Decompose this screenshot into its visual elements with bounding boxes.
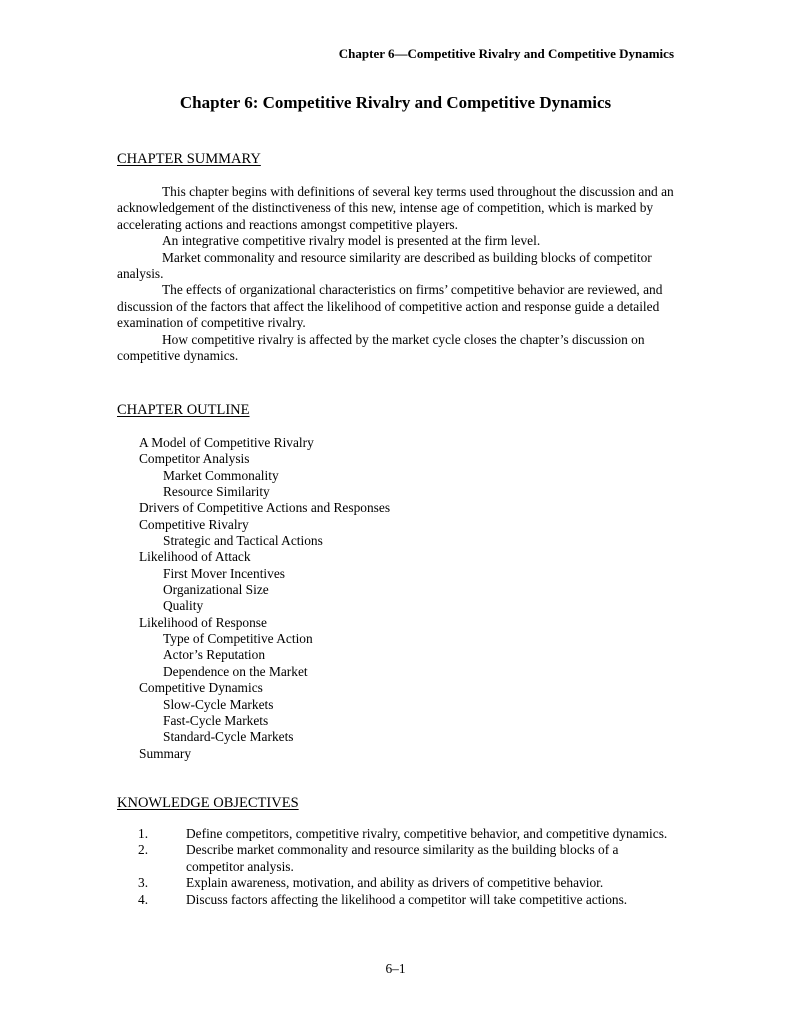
outline-item: Summary xyxy=(139,745,192,761)
knowledge-objectives-heading: KNOWLEDGE OBJECTIVES xyxy=(117,795,299,811)
outline-subitem: Strategic and Tactical Actions xyxy=(163,533,323,549)
outline-item: Competitive Dynamics xyxy=(139,680,263,696)
outline-subitem: Organizational Size xyxy=(163,582,269,598)
summary-paragraph: An integrative competitive rivalry model is presented at the firm level. xyxy=(162,233,541,249)
summary-paragraph: How competitive rivalry is affected by the market cycle closes the chapter’s discussion on competitive dynamics. xyxy=(117,331,645,364)
outline-item: Drivers of Competitive Actions and Responses xyxy=(139,500,391,516)
objective-item xyxy=(117,842,677,875)
outline-subitem: Market Commonality xyxy=(163,467,279,483)
outline-subitem: Type of Competitive Action xyxy=(163,631,313,647)
summary-paragraph: The effects of organizational characteristics on firms’ competitive behavior are reviewed, and discussion of the factors that affect the likelihood of competitive action and response guide a detailed examination of competitive rivalry. xyxy=(117,282,663,331)
summary-paragraph: This chapter begins with definitions of several key terms used throughout the discussion and an acknowledgement of the distinctiveness of this new, intense age of competition, which is marked by accelerating actions and reactions amongst competitive players. xyxy=(117,184,674,232)
chapter-summary-heading: CHAPTER SUMMARY xyxy=(117,151,261,167)
chapter-outline-list xyxy=(139,435,390,762)
outline-item: A Model of Competitive Rivalry xyxy=(139,435,314,450)
chapter-summary-body xyxy=(117,184,675,364)
running-header: Chapter 6—Competitive Rivalry and Competitive Dynamics xyxy=(338,46,674,61)
objective-number: 1. xyxy=(138,826,149,841)
outline-subitem: Quality xyxy=(163,598,204,614)
objective-item xyxy=(117,875,677,891)
objective-text: Define competitors, competitive rivalry, competitive behavior, and competitive dynamics. xyxy=(186,826,668,841)
outline-subitem: Fast-Cycle Markets xyxy=(163,712,269,728)
knowledge-objectives-list xyxy=(117,826,677,908)
objective-item xyxy=(117,826,677,842)
outline-subitem: Standard-Cycle Markets xyxy=(163,729,294,745)
outline-item: Likelihood of Attack xyxy=(139,549,251,565)
objective-text: Discuss factors affecting the likelihood a competitor will take competitive actions. xyxy=(186,891,628,907)
objective-text: Describe market commonality and resource similarity as the building blocks of a competitor analysis. xyxy=(186,842,619,874)
outline-item: Likelihood of Response xyxy=(139,614,267,630)
outline-subitem: First Mover Incentives xyxy=(163,565,285,581)
chapter-outline-heading: CHAPTER OUTLINE xyxy=(117,402,250,418)
outline-subitem: Dependence on the Market xyxy=(163,663,308,679)
page-title: Chapter 6: Competitive Rivalry and Competitive Dynamics xyxy=(179,93,612,112)
outline-item: Competitor Analysis xyxy=(139,451,250,467)
objective-item xyxy=(117,892,677,908)
objective-number: 3. xyxy=(138,875,149,891)
outline-subitem: Actor’s Reputation xyxy=(163,647,266,663)
outline-item: Competitive Rivalry xyxy=(139,516,249,532)
outline-subitem: Slow-Cycle Markets xyxy=(163,696,274,712)
objective-text: Explain awareness, motivation, and ability as drivers of competitive behavior. xyxy=(186,875,604,891)
page-number: 6–1 xyxy=(385,961,406,976)
objective-number: 2. xyxy=(138,842,149,858)
outline-subitem: Resource Similarity xyxy=(163,484,270,500)
objective-number: 4. xyxy=(138,891,149,907)
summary-paragraph: Market commonality and resource similarity are described as building blocks of competitor analysis. xyxy=(117,249,652,282)
